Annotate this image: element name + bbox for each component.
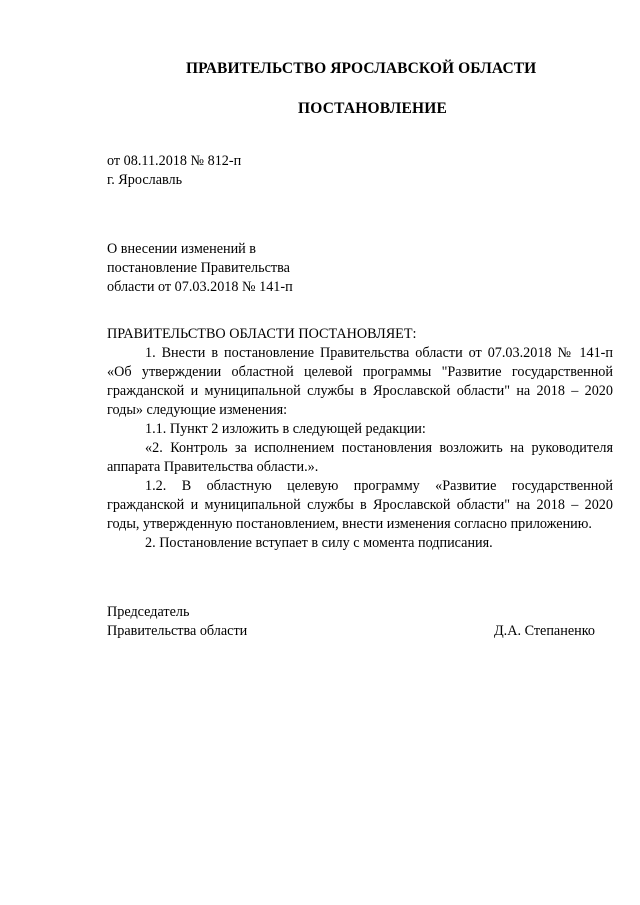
body-paragraph: 1. Внести в постановление Правительства области от 07.03.2018 № 141-п «Об утверждении областной целевой программы "Развитие государственной гражданской и муниципальной службы в Ярославской области" на 2018 – 2020 годы» следующие изменения: <box>107 345 613 418</box>
signatory-name: Д.А. Степаненко <box>494 623 595 639</box>
document-date-number: от 08.11.2018 № 812-п <box>107 153 242 169</box>
subject-line: области от 07.03.2018 № 141-п <box>107 279 293 295</box>
subject-line: О внесении изменений в <box>107 241 257 257</box>
document-subject <box>107 240 293 297</box>
subject-line: постановление Правительства <box>107 260 290 276</box>
document-body <box>107 325 613 553</box>
body-paragraph: 1.1. Пункт 2 изложить в следующей редакции: <box>145 421 426 437</box>
document-city: г. Ярославль <box>107 172 183 188</box>
body-paragraph: 2. Постановление вступает в силу с момента подписания. <box>145 535 493 551</box>
organization-heading: ПРАВИТЕЛЬСТВО ЯРОСЛАВСКОЙ ОБЛАСТИ <box>186 60 537 77</box>
signatory-title-line2: Правительства области <box>107 623 248 639</box>
document-type-heading: ПОСТАНОВЛЕНИЕ <box>298 100 448 117</box>
signatory-title-line1: Председатель <box>107 604 190 620</box>
body-preamble: ПРАВИТЕЛЬСТВО ОБЛАСТИ ПОСТАНОВЛЯЕТ: <box>107 326 417 342</box>
body-paragraph: «2. Контроль за исполнением постановления возложить на руководителя аппарата Правительства области.». <box>107 440 613 475</box>
body-paragraph: 1.2. В областную целевую программу «Развитие государственной гражданской и муниципальной службы в Ярославской области" на 2018 – 2020 годы, утвержденную постановлением, внести изменения согласно приложению. <box>107 478 613 532</box>
